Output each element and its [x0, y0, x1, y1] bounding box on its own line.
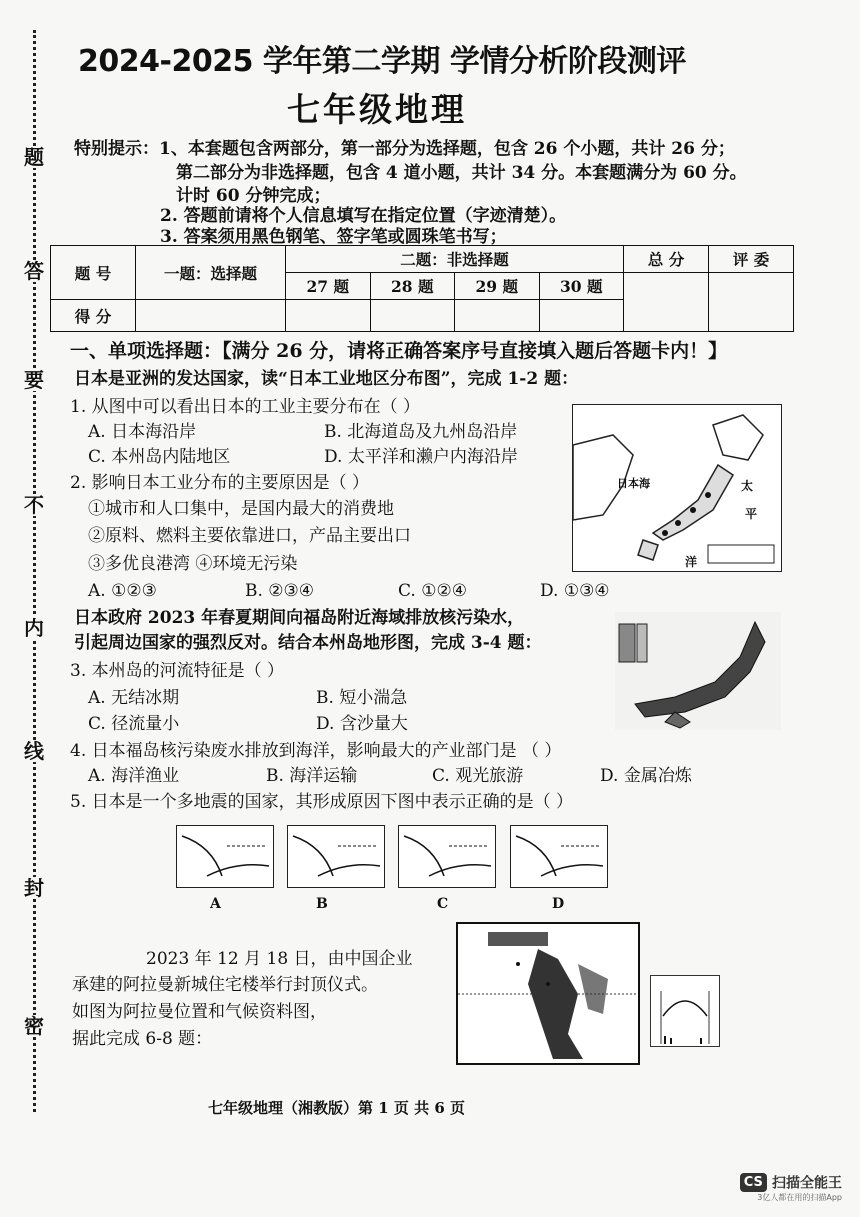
row-score-label: 得 分: [51, 300, 136, 332]
binding-line: [33, 30, 36, 1112]
question-3: 3. 本州岛的河流特征是（ ）: [70, 661, 285, 681]
binding-char: 密: [24, 1014, 44, 1038]
q1-option-c[interactable]: C. 本州岛内陆地区: [88, 447, 231, 467]
score-q28-cell[interactable]: [370, 300, 455, 332]
q2-option-b[interactable]: B. ②③④: [245, 581, 315, 601]
q3-option-d[interactable]: D. 含沙量大: [316, 714, 408, 734]
binding-char: 题: [24, 145, 44, 169]
intro-q1-2: 日本是亚洲的发达国家，读“日本工业地区分布图”，完成 1-2 题：: [74, 369, 579, 389]
q3-option-a[interactable]: A. 无结冰期: [88, 688, 180, 708]
intro-q6-8-line3: 如图为阿拉曼位置和气候资料图，: [72, 1002, 327, 1022]
binding-char: 内: [24, 616, 44, 640]
notice-line-2: 第二部分为非选择题，包含 4 道小题，共计 34 分。本套题满分为 60 分。: [176, 163, 747, 183]
score-q30-cell[interactable]: [539, 300, 624, 332]
header-total: 总 分: [624, 246, 709, 273]
score-table: [50, 245, 794, 332]
score-choice-cell[interactable]: [136, 300, 286, 332]
q3-option-b[interactable]: B. 短小湍急: [316, 688, 408, 708]
scanner-tagline: 3亿人都在用的扫描App: [757, 1193, 842, 1202]
question-4: 4. 日本福岛核污染废水排放到海洋，影响最大的产业部门是 （ ）: [70, 741, 562, 761]
notice-line-1: 特别提示：1、本套题包含两部分，第一部分为选择题，包含 26 个小题，共计 26 分；: [74, 139, 735, 159]
q2-statement-1: ①城市和人口集中，是国内最大的消费地: [88, 499, 394, 519]
binding-char: 要: [24, 368, 44, 392]
page-footer: 七年级地理（湘教版）第 1 页 共 6 页: [208, 1099, 465, 1117]
total-cell[interactable]: [624, 273, 709, 332]
header-q29: 29 题: [455, 273, 540, 300]
binding-char: 封: [24, 876, 44, 900]
q2-option-d[interactable]: D. ①③④: [540, 581, 610, 601]
q4-option-a[interactable]: A. 海洋渔业: [88, 766, 180, 786]
notice-line-4: 2. 答题前请将个人信息填写在指定位置（字迹清楚）。: [160, 206, 567, 226]
q3-option-c[interactable]: C. 径流量小: [88, 714, 180, 734]
intro-q3-4-line1: 日本政府 2023 年春夏期间向福岛附近海域排放核污染水，: [74, 608, 525, 628]
q2-statement-3-4: ③多优良港湾 ④环境无污染: [88, 554, 298, 574]
question-2: 2. 影响日本工业分布的主要原因是（ ）: [70, 473, 370, 493]
plate-label-b[interactable]: B: [316, 896, 328, 912]
question-1: 1. 从图中可以看出日本的工业主要分布在（ ）: [70, 397, 421, 417]
plate-diagram-c: [398, 825, 496, 888]
header-nonchoice: 二题：非选择题: [286, 246, 624, 273]
q2-option-a[interactable]: A. ①②③: [88, 581, 157, 601]
plate-label-a[interactable]: A: [210, 896, 221, 912]
honshu-map-drawing: [615, 612, 781, 730]
q4-option-b[interactable]: B. 海洋运输: [266, 766, 358, 786]
header-q30: 30 题: [539, 273, 624, 300]
notice-line-5: 3. 答案须用黑色钢笔、签字笔或圆珠笔书写；: [160, 227, 507, 247]
header-q28: 28 题: [370, 273, 455, 300]
scanner-watermark: [740, 1172, 842, 1204]
honshu-terrain-map: [615, 612, 781, 730]
japan-industry-map: [572, 404, 782, 572]
map-label-ocean: 洋: [685, 555, 698, 569]
plate-diagram-d: [510, 825, 608, 888]
q4-option-d[interactable]: D. 金属冶炼: [600, 766, 692, 786]
scanner-logo-icon: CS: [740, 1173, 767, 1192]
score-q27-cell[interactable]: [286, 300, 371, 332]
q1-option-a[interactable]: A. 日本海沿岸: [88, 422, 197, 442]
plate-diagram-a: [176, 825, 274, 888]
header-choice: 一题：选择题: [136, 246, 286, 300]
q4-option-c[interactable]: C. 观光旅游: [432, 766, 524, 786]
section-heading: 一、单项选择题：【满分 26 分，请将正确答案序号直接填入题后答题卡内！】: [70, 340, 728, 362]
score-q29-cell[interactable]: [455, 300, 540, 332]
map-label-ocean: 太: [741, 479, 754, 493]
q2-option-c[interactable]: C. ①②④: [398, 581, 467, 601]
plate-diagram-b: [287, 825, 385, 888]
binding-char: 线: [24, 739, 44, 763]
q1-option-b[interactable]: B. 北海道岛及九州岛沿岸: [324, 422, 518, 442]
header-judge: 评 委: [709, 246, 794, 273]
question-5: 5. 日本是一个多地震的国家，其形成原因下图中表示正确的是（ ）: [70, 792, 574, 812]
intro-q6-8-line2: 承建的阿拉曼新城住宅楼举行封顶仪式。: [72, 975, 378, 995]
q1-option-d[interactable]: D. 太平洋和濑户内海沿岸: [324, 447, 518, 467]
intro-q3-4-line2: 引起周边国家的强烈反对。结合本州岛地形图，完成 3-4 题：: [74, 633, 542, 653]
exam-subject: 七年级地理: [287, 90, 467, 129]
header-q27: 27 题: [286, 273, 371, 300]
binding-char: 不: [24, 493, 44, 517]
map-label-sea: 日本海: [617, 477, 650, 490]
intro-q6-8-line4: 据此完成 6-8 题：: [72, 1029, 213, 1049]
plate-label-c[interactable]: C: [437, 896, 449, 912]
alamein-location-map: [456, 922, 640, 1065]
exam-title: 2024-2025 学年第二学期 学情分析阶段测评: [78, 44, 686, 79]
q2-statement-2: ②原料、燃料主要依靠进口，产品主要出口: [88, 526, 411, 546]
map-label-ocean: 平: [745, 507, 758, 521]
scanner-name: 扫描全能王: [772, 1175, 842, 1191]
alamein-climate-chart: [650, 975, 720, 1047]
notice-line-3: 计时 60 分钟完成；: [176, 186, 331, 206]
header-question-number: 题 号: [51, 246, 136, 300]
plate-label-d[interactable]: D: [552, 896, 565, 912]
intro-q6-8-line1: 2023 年 12 月 18 日，由中国企业: [146, 949, 413, 969]
judge-cell[interactable]: [709, 273, 794, 332]
binding-char: 答: [24, 259, 44, 283]
